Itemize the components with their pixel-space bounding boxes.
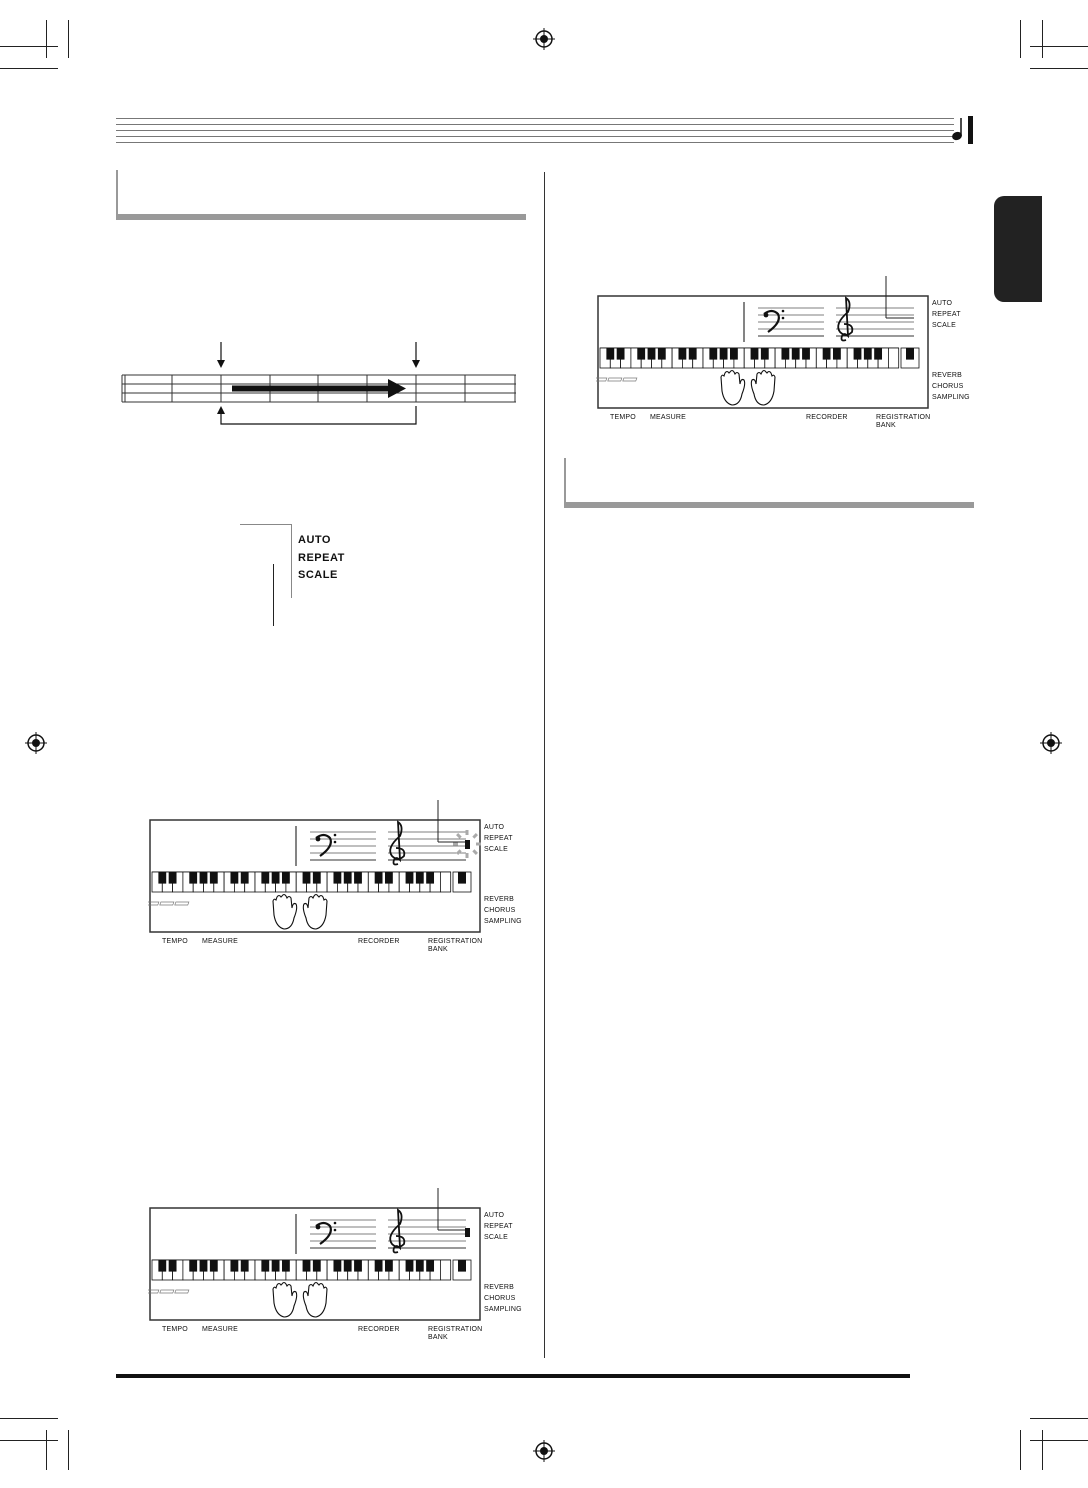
lcd-label-scale: SCALE	[932, 322, 956, 329]
lcd-label-auto: AUTO	[484, 824, 505, 831]
crop-mark	[1020, 20, 1021, 58]
footer-rule	[116, 1374, 910, 1378]
crop-mark	[46, 1430, 47, 1470]
lcd-label-chorus: CHORUS	[484, 1295, 516, 1302]
section-heading-box	[116, 170, 526, 220]
lcd-label-recorder: RECORDER	[358, 1326, 400, 1333]
lcd-label-chorus: CHORUS	[932, 383, 964, 390]
lcd-label-recorder: RECORDER	[806, 414, 848, 421]
lcd-label-measure: MEASURE	[650, 414, 687, 421]
crop-mark	[68, 1430, 69, 1470]
lcd-label-measure: MEASURE	[202, 1326, 239, 1333]
lcd-label-scale: SCALE	[484, 846, 508, 853]
crop-mark	[0, 68, 58, 69]
registration-mark-icon	[533, 1440, 555, 1462]
crop-mark	[1030, 1418, 1088, 1419]
crop-mark	[1042, 20, 1043, 58]
lcd-label-auto: AUTO	[484, 1212, 505, 1219]
lcd-label-bank: BANK	[428, 946, 448, 953]
mode-label-auto: AUTO	[298, 534, 331, 546]
crop-mark	[0, 46, 58, 47]
lcd-label-registration: REGISTRATION	[428, 938, 483, 945]
registration-mark-icon	[1040, 732, 1062, 754]
lcd-label-sampling: SAMPLING	[932, 394, 970, 401]
column-divider	[544, 172, 545, 1358]
crop-mark	[1042, 1430, 1043, 1470]
lcd-label-scale: SCALE	[484, 1234, 508, 1241]
section-tab	[994, 196, 1042, 302]
crop-mark	[46, 20, 47, 58]
lcd-label-tempo: TEMPO	[162, 938, 188, 945]
crop-mark	[1030, 46, 1088, 47]
lcd-label-repeat: REPEAT	[484, 835, 513, 842]
lcd-label-registration: REGISTRATION	[428, 1326, 483, 1333]
start-arrow-icon	[217, 342, 225, 368]
music-note-icon	[948, 112, 978, 146]
lcd-label-reverb: REVERB	[932, 372, 962, 379]
lcd-label-repeat: REPEAT	[484, 1223, 513, 1230]
lcd-label-tempo: TEMPO	[162, 1326, 188, 1333]
crop-mark	[1030, 1440, 1088, 1441]
mode-callout	[240, 524, 350, 628]
lcd-label-reverb: REVERB	[484, 896, 514, 903]
lcd-label-measure: MEASURE	[202, 938, 239, 945]
registration-mark-icon	[533, 28, 555, 50]
lcd-label-bank: BANK	[876, 422, 896, 429]
lcd-label-reverb: REVERB	[484, 1284, 514, 1291]
repeat-diagram	[118, 340, 520, 430]
lcd-label-repeat: REPEAT	[932, 311, 961, 318]
registration-mark-icon	[25, 732, 47, 754]
crop-mark	[0, 1418, 58, 1419]
crop-mark	[68, 20, 69, 58]
lcd-label-recorder: RECORDER	[358, 938, 400, 945]
crop-mark	[1030, 68, 1088, 69]
crop-mark	[0, 1440, 58, 1441]
crop-mark	[1020, 1430, 1021, 1470]
play-direction-arrow-icon	[232, 379, 406, 398]
lcd-label-tempo: TEMPO	[610, 414, 636, 421]
loop-arrow-icon	[221, 406, 416, 424]
lcd-label-sampling: SAMPLING	[484, 918, 522, 925]
lcd-label-sampling: SAMPLING	[484, 1306, 522, 1313]
end-arrow-icon	[412, 342, 420, 368]
mode-label-repeat: REPEAT	[298, 551, 345, 564]
lcd-label-bank: BANK	[428, 1334, 448, 1341]
lcd-label-auto: AUTO	[932, 300, 953, 307]
section-heading-box	[564, 458, 974, 508]
mode-label-scale: SCALE	[298, 569, 338, 581]
lcd-label-chorus: CHORUS	[484, 907, 516, 914]
lcd-label-registration: REGISTRATION	[876, 414, 931, 421]
